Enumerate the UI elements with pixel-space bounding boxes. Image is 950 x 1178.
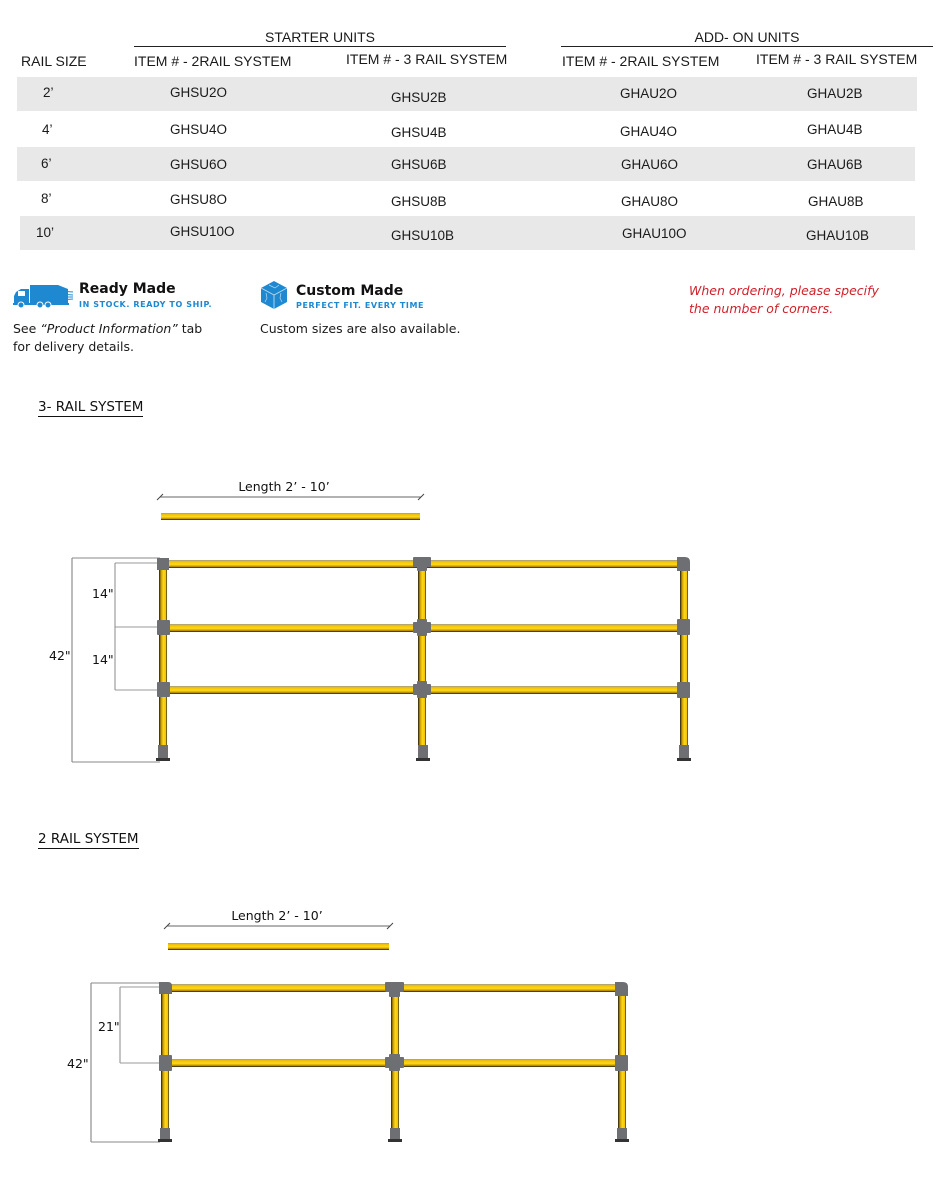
group-underline-starter (134, 46, 506, 47)
truck-icon (12, 283, 74, 309)
two-rail-diagram (0, 900, 720, 1160)
tee-fitting (157, 620, 170, 635)
ready-made-note: See “Product Information” tab for delivery details. (13, 321, 203, 354)
tee-fitting (677, 619, 690, 635)
corner-fitting (157, 556, 169, 570)
cell-addon-2rail: GHAU8O (621, 194, 679, 209)
group-header-addon-units: ADD- ON UNITS (694, 29, 800, 45)
table-row (17, 113, 917, 147)
tee-fitting (159, 1055, 172, 1071)
custom-made-note: Custom sizes are also available. (260, 321, 461, 336)
cell-addon-2rail: GHAU4O (620, 124, 678, 139)
length-dimension (164, 908, 393, 929)
two-rail-section-title: 2 RAIL SYSTEM (38, 831, 139, 847)
spacing-label: 14" (92, 652, 114, 667)
group-underline-addon (561, 46, 933, 47)
cell-addon-3rail: GHAU2B (807, 86, 863, 101)
height-dimensions (67, 983, 160, 1142)
column-header-starter-3rail: ITEM # - 3 RAIL SYSTEM (346, 51, 508, 67)
cell-starter-3rail: GHSU8B (391, 194, 447, 209)
column-header-starter-2rail: ITEM # - 2RAIL SYSTEM (134, 53, 292, 69)
table-row (17, 182, 915, 216)
length-label: Length 2’ - 10’ (231, 908, 323, 923)
cell-addon-3rail: GHAU6B (807, 157, 863, 172)
railing-assembly (158, 982, 629, 1142)
cell-rail-size: 6’ (41, 156, 52, 171)
height-label: 42" (67, 1056, 89, 1071)
table-row (20, 216, 915, 250)
tee-fitting (677, 682, 690, 698)
cell-starter-2rail: GHSU6O (170, 157, 228, 172)
cell-addon-2rail: GHAU10O (622, 226, 687, 241)
cell-starter-3rail: GHSU4B (391, 125, 447, 140)
ready-made-title: Ready Made (79, 281, 176, 297)
cell-rail-size: 10’ (36, 225, 55, 240)
railing-assembly (156, 556, 691, 761)
spacing-label: 14" (92, 586, 114, 601)
cell-starter-2rail: GHSU10O (170, 224, 235, 239)
spacing-label: 21" (98, 1019, 120, 1034)
three-rail-section-title: 3- RAIL SYSTEM (38, 399, 144, 415)
group-header-starter-units: STARTER UNITS (265, 29, 375, 45)
box-icon (259, 280, 289, 310)
length-dimension (157, 479, 424, 500)
cell-addon-3rail: GHAU4B (807, 122, 863, 137)
three-rail-diagram (0, 470, 720, 770)
post-middle (418, 560, 426, 755)
cell-rail-size: 8’ (41, 191, 52, 206)
height-dimensions (49, 558, 160, 762)
corner-fitting (677, 557, 690, 571)
custom-made-title: Custom Made (296, 283, 404, 299)
cell-addon-2rail: GHAU2O (620, 86, 678, 101)
tee-fitting (157, 682, 170, 697)
cell-starter-2rail: GHSU4O (170, 122, 228, 137)
height-label: 42" (49, 648, 71, 663)
ordering-note: When ordering, please specify the number of corners. (689, 283, 879, 316)
cell-rail-size: 2’ (43, 85, 54, 100)
post-right (680, 560, 688, 755)
corner-fitting (615, 982, 628, 996)
cell-addon-2rail: GHAU6O (621, 157, 679, 172)
tee-fitting (615, 1055, 628, 1071)
base-flange (679, 745, 689, 759)
base-flange (390, 1128, 400, 1140)
corner-fitting (159, 982, 172, 994)
cell-starter-3rail: GHSU2B (391, 90, 447, 105)
base-flange (158, 745, 168, 759)
length-label: Length 2’ - 10’ (238, 479, 330, 494)
loose-rail (161, 513, 420, 520)
cell-starter-2rail: GHSU2O (170, 85, 228, 100)
cell-rail-size: 4’ (42, 122, 53, 137)
table-row (17, 77, 917, 111)
cell-starter-2rail: GHSU8O (170, 192, 228, 207)
cell-addon-3rail: GHAU8B (808, 194, 864, 209)
cell-starter-3rail: GHSU6B (391, 157, 447, 172)
cell-starter-3rail: GHSU10B (391, 228, 455, 243)
base-flange (617, 1128, 627, 1140)
loose-rail (168, 943, 389, 950)
cell-addon-3rail: GHAU10B (806, 228, 870, 243)
column-header-addon-3rail: ITEM # - 3 RAIL SYSTEM (756, 51, 918, 67)
base-flange (418, 745, 428, 759)
post-left (159, 560, 167, 755)
base-flange (160, 1128, 170, 1140)
ready-made-subtitle: IN STOCK. READY TO SHIP. (79, 300, 213, 309)
custom-made-subtitle: PERFECT FIT. EVERY TIME (296, 301, 425, 310)
table-row (17, 147, 915, 181)
column-header-rail-size: RAIL SIZE (21, 53, 87, 69)
product-information-reference: “Product Information” (40, 321, 178, 336)
column-header-addon-2rail: ITEM # - 2RAIL SYSTEM (562, 53, 720, 69)
